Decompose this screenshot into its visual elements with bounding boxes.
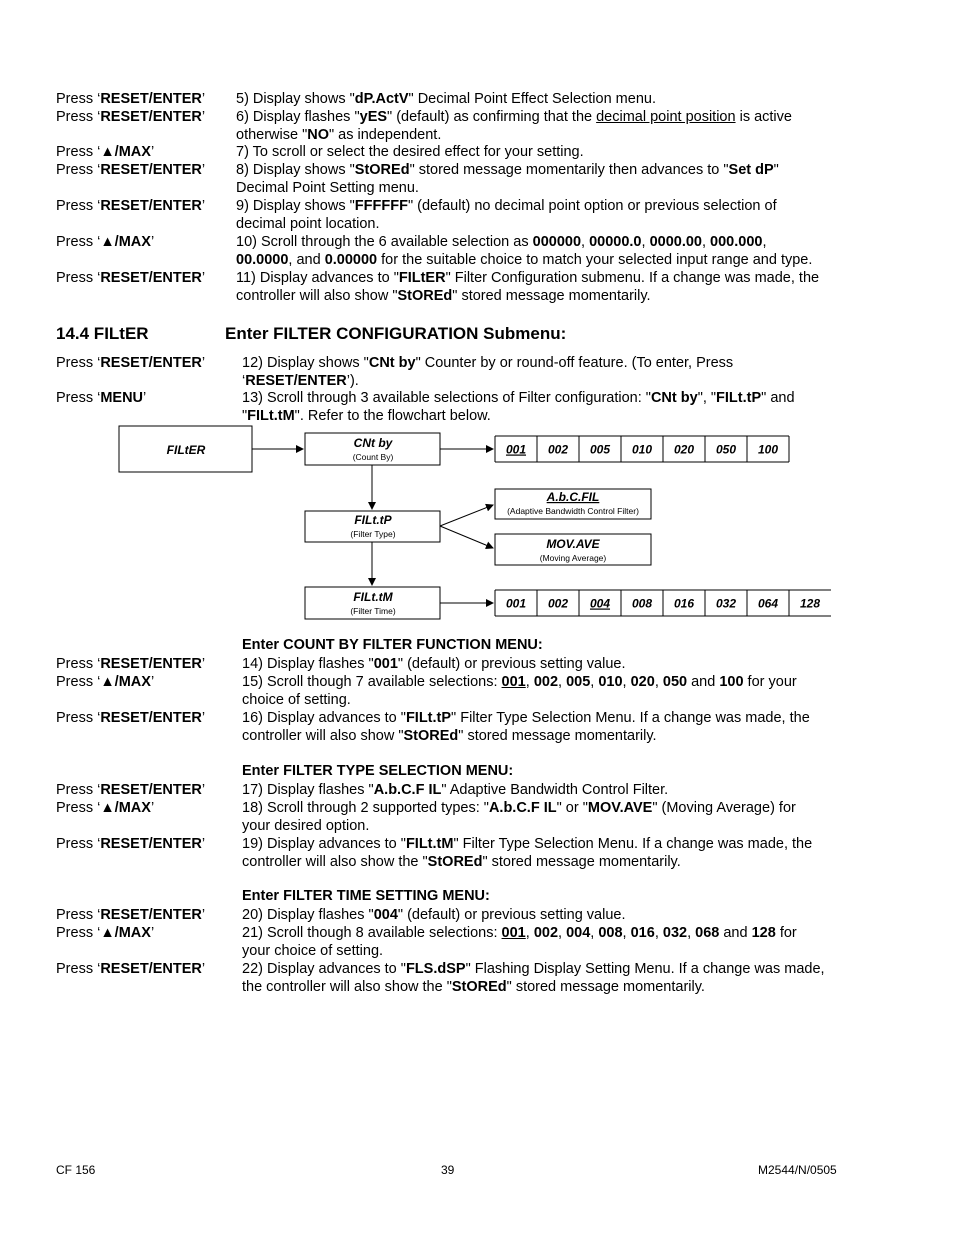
key-label: Press ‘RESET/ENTER’ bbox=[56, 355, 206, 371]
value-cell: 050 bbox=[715, 442, 737, 457]
time-values-row bbox=[495, 590, 831, 616]
value-cell: 128 bbox=[799, 596, 821, 611]
filt-tp-label: FILt.tP bbox=[354, 513, 392, 527]
value-cell: 001 bbox=[505, 596, 527, 611]
key-label: Press ‘RESET/ENTER’ bbox=[56, 162, 206, 178]
key-label: Press ‘RESET/ENTER’ bbox=[56, 836, 206, 852]
key-label: Press ‘▲/MAX’ bbox=[56, 144, 155, 160]
cnt-by-label: CNt by bbox=[353, 436, 393, 450]
key-label: Press ‘RESET/ENTER’ bbox=[56, 782, 206, 798]
key-label: Press ‘▲/MAX’ bbox=[56, 925, 155, 941]
footer-page-number: 39 bbox=[441, 1163, 455, 1177]
value-cell: 016 bbox=[673, 596, 695, 611]
cnt-by-sub: (Count By) bbox=[352, 452, 394, 462]
value-cell: 064 bbox=[757, 596, 779, 611]
key-label: Press ‘RESET/ENTER’ bbox=[56, 710, 206, 726]
key-label: Press ‘▲/MAX’ bbox=[56, 674, 155, 690]
abc-label: A.b.C.FIL bbox=[546, 490, 600, 504]
value-cell: 008 bbox=[631, 596, 653, 611]
value-cell: 004 bbox=[589, 596, 611, 611]
subheading-count-by: Enter COUNT BY FILTER FUNCTION MENU: bbox=[242, 637, 543, 653]
key-label: Press ‘RESET/ENTER’ bbox=[56, 198, 206, 214]
filt-tm-label: FILt.tM bbox=[353, 590, 393, 604]
value-cell: 001 bbox=[505, 442, 527, 457]
key-label: Press ‘RESET/ENTER’ bbox=[56, 91, 206, 107]
section-number: 14.4 FILtER bbox=[56, 324, 149, 343]
filter-box-label: FILtER bbox=[166, 443, 206, 457]
mov-sub: (Moving Average) bbox=[539, 553, 607, 563]
value-cell: 100 bbox=[757, 442, 779, 457]
key-label: Press ‘▲/MAX’ bbox=[56, 800, 155, 816]
value-cell: 002 bbox=[547, 596, 569, 611]
key-label: Press ‘▲/MAX’ bbox=[56, 234, 155, 250]
value-cell: 020 bbox=[673, 442, 695, 457]
count-values-row bbox=[495, 436, 789, 462]
key-label: Press ‘RESET/ENTER’ bbox=[56, 907, 206, 923]
abc-sub: (Adaptive Bandwidth Control Filter) bbox=[507, 506, 639, 516]
value-cell: 005 bbox=[589, 442, 611, 457]
section-title: Enter FILTER CONFIGURATION Submenu: bbox=[225, 324, 567, 343]
mov-label: MOV.AVE bbox=[546, 537, 600, 551]
value-cell: 032 bbox=[715, 596, 737, 611]
footer-doc-id: CF 156 bbox=[56, 1163, 96, 1177]
key-label: Press ‘RESET/ENTER’ bbox=[56, 270, 206, 286]
footer-revision: M2544/N/0505 bbox=[758, 1163, 837, 1177]
subheading-filter-type: Enter FILTER TYPE SELECTION MENU: bbox=[242, 763, 514, 779]
value-cell: 010 bbox=[631, 442, 653, 457]
filt-tp-sub: (Filter Type) bbox=[350, 529, 396, 539]
key-label: Press ‘RESET/ENTER’ bbox=[56, 109, 206, 125]
key-label: Press ‘RESET/ENTER’ bbox=[56, 961, 206, 977]
key-label: Press ‘RESET/ENTER’ bbox=[56, 656, 206, 672]
key-label: Press ‘MENU’ bbox=[56, 390, 147, 406]
value-cell: 002 bbox=[547, 442, 569, 457]
subheading-filter-time: Enter FILTER TIME SETTING MENU: bbox=[242, 888, 490, 904]
filt-tm-sub: (Filter Time) bbox=[350, 606, 396, 616]
